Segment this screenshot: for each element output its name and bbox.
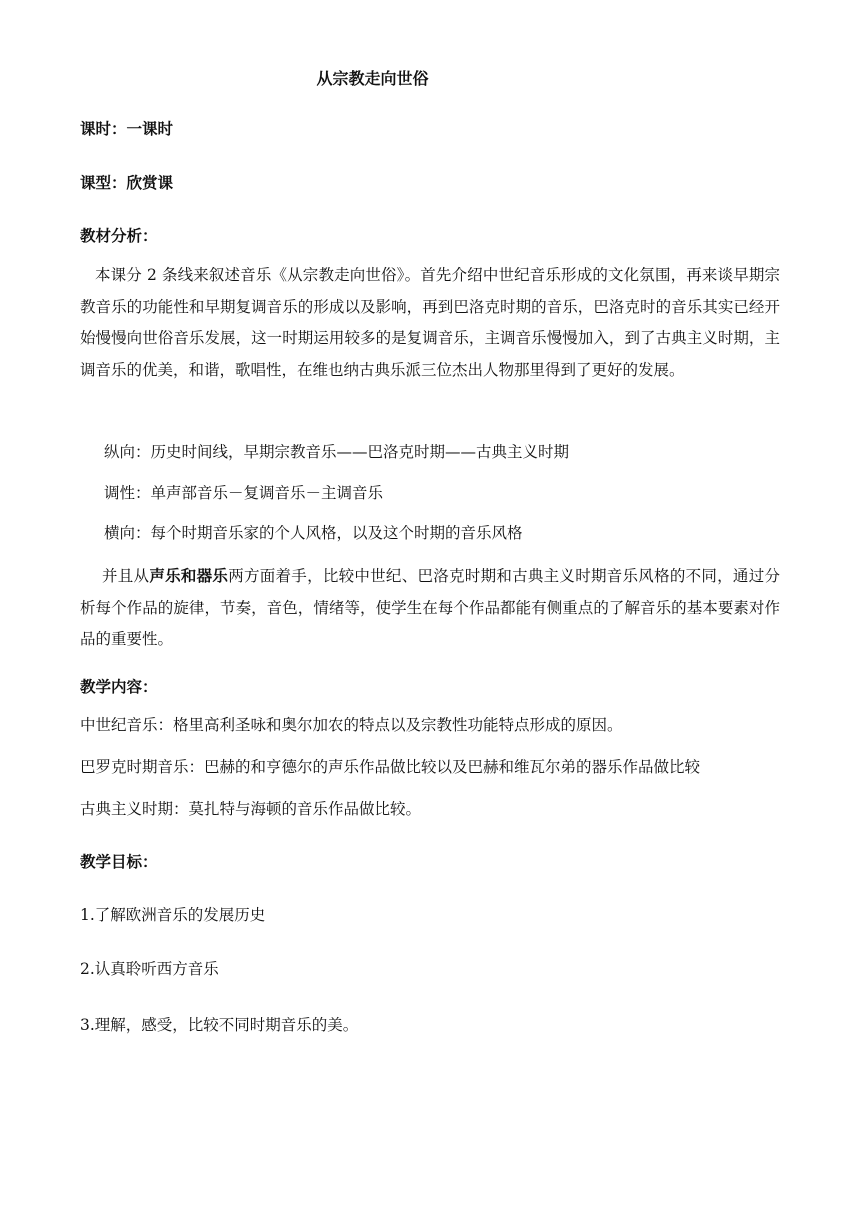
content-heading: 教学内容： — [80, 678, 158, 696]
lesson-type-label: 课型： — [80, 174, 127, 192]
analysis-line-horizontal: 横向：每个时期音乐家的个人风格，以及这个时期的音乐风格 — [104, 524, 523, 542]
lesson-type-line — [80, 170, 173, 196]
paragraph2-rest: 两方面着手，比较中世纪、巴洛克时期和古典主义时期音乐风格的不同，通过分析每个作品的旋律，节奏，音色，情绪等，使学生在每个作品都能有侧重点的了解音乐的基本要素对作品的重要性。 — [80, 567, 780, 648]
analysis-paragraph-2 — [80, 561, 780, 656]
hours-label: 课时： — [80, 120, 127, 138]
document-title: 从宗教走向世俗 — [316, 69, 429, 88]
goal-item: 2.认真聆听西方音乐 — [80, 960, 219, 978]
hours-line — [80, 116, 173, 142]
goal-item: 1.了解欧洲音乐的发展历史 — [80, 906, 266, 924]
hours-value: 一课时 — [126, 120, 174, 138]
content-item: 古典主义时期：莫扎特与海顿的音乐作品做比较。 — [80, 800, 422, 818]
lesson-type-value: 欣赏课 — [126, 174, 174, 192]
content-item: 中世纪音乐：格里高利圣咏和奥尔加农的特点以及宗教性功能特点形成的原因。 — [80, 716, 623, 734]
paragraph2-prefix: 并且从 — [102, 567, 150, 585]
analysis-paragraph: 本课分 2 条线来叙述音乐《从宗教走向世俗》。首先介绍中世纪音乐形成的文化氛围，再来谈早期宗教音乐的功能性和早期复调音乐的形成以及影响，再到巴洛克时期的音乐，巴洛克时的音乐其实已经开始慢慢向世俗音乐发展，这一时期运用较多的是复调音乐，主调音乐慢慢加入，到了古典主义时期，主调音乐的优美，和谐，歌唱性，在维也纳古典乐派三位杰出人物那里得到了更好的发展。 — [80, 266, 780, 379]
analysis-heading: 教材分析： — [80, 227, 158, 245]
analysis-line-vertical: 纵向：历史时间线，早期宗教音乐——巴洛克时期——古典主义时期 — [104, 443, 570, 461]
analysis-line-tonality: 调性：单声部音乐－复调音乐－主调音乐 — [104, 484, 384, 502]
goal-item: 3.理解，感受，比较不同时期音乐的美。 — [80, 1016, 359, 1034]
goals-heading: 教学目标： — [80, 853, 158, 871]
content-item: 巴罗克时期音乐：巴赫的和亨德尔的声乐作品做比较以及巴赫和维瓦尔弟的器乐作品做比较 — [80, 758, 701, 776]
paragraph2-bold: 声乐和器乐 — [149, 567, 229, 585]
